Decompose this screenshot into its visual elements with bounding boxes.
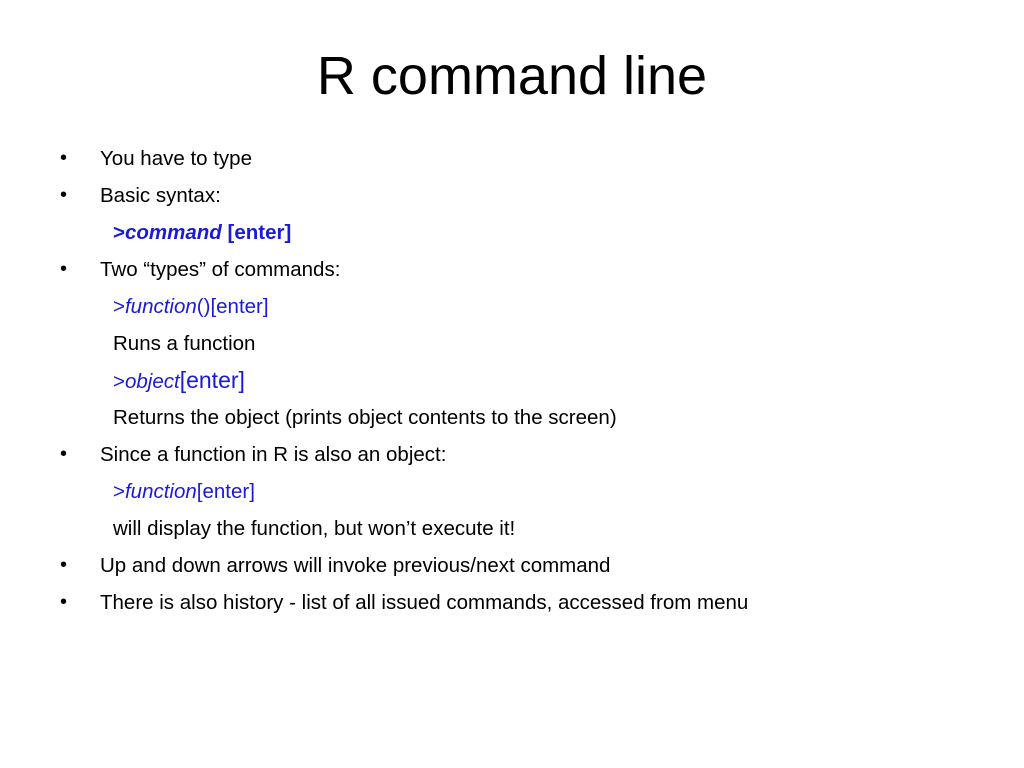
bullet-item-types <box>0 251 1000 288</box>
code-suffix: ()[enter] <box>196 295 269 318</box>
bullet-glyph: • <box>60 443 68 465</box>
code-suffix: [enter] <box>196 480 255 503</box>
bullet-glyph: • <box>60 591 68 613</box>
sub-text: Returns the object (prints object contents to the screen) <box>113 406 617 429</box>
code-prompt: > <box>113 295 125 318</box>
code-line-function-print <box>0 473 1000 510</box>
bullet-item-since <box>0 436 1000 473</box>
code-example <box>113 288 269 325</box>
sub-text: will display the function, but won’t execute it! <box>113 517 516 540</box>
bullet-glyph: • <box>60 147 68 169</box>
code-name: function <box>124 295 197 318</box>
code-suffix: [enter] <box>179 367 245 393</box>
code-example <box>113 362 245 400</box>
bullet-text: You have to type <box>100 147 252 170</box>
bullet-glyph: • <box>60 184 68 206</box>
sub-line-returns <box>0 399 1000 436</box>
bullet-text: There is also history - list of all issued commands, accessed from menu <box>100 591 749 614</box>
bullet-text: Basic syntax: <box>100 184 221 207</box>
code-prompt: > <box>113 370 125 393</box>
code-name: function <box>124 480 197 503</box>
code-name: object <box>124 370 180 393</box>
slide-title: R command line <box>316 46 708 106</box>
code-example <box>113 473 255 510</box>
code-prompt: > <box>113 221 125 244</box>
sub-line-display <box>0 510 1000 547</box>
bullet-item-type <box>0 140 1000 177</box>
bullet-text: Two “types” of commands: <box>100 258 341 281</box>
bullet-glyph: • <box>60 258 68 280</box>
bullet-item-arrows <box>0 547 1000 584</box>
code-line-command <box>0 214 1000 251</box>
code-name: command <box>124 221 222 244</box>
code-line-object <box>0 362 1000 399</box>
code-example <box>113 214 291 251</box>
code-line-function-call <box>0 288 1000 325</box>
sub-text: Runs a function <box>113 332 256 355</box>
code-prompt: > <box>113 480 125 503</box>
bullet-text: Up and down arrows will invoke previous/next command <box>100 554 611 577</box>
sub-line-runs <box>0 325 1000 362</box>
bullet-item-history <box>0 584 1000 621</box>
code-suffix: [enter] <box>221 221 292 244</box>
bullet-item-syntax <box>0 177 1000 214</box>
bullet-text: Since a function in R is also an object: <box>100 443 447 466</box>
bullet-glyph: • <box>60 554 68 576</box>
